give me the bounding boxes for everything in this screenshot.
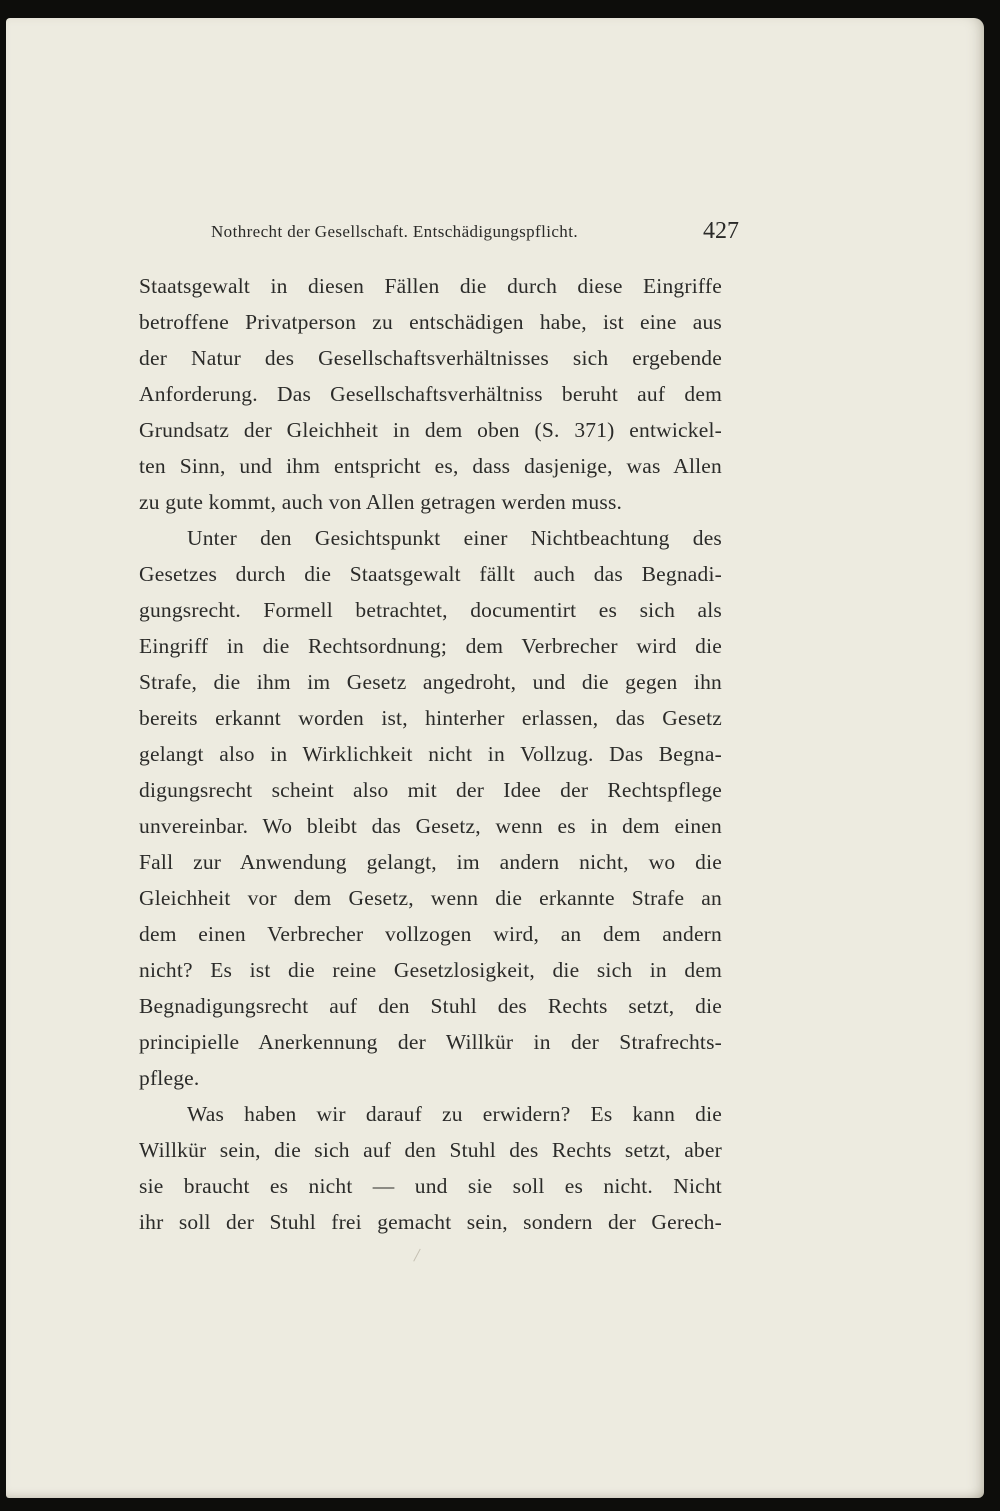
text-line: der Natur des Gesellschaftsverhältnisses sich ergebende [139, 346, 722, 370]
text-line: Fall zur Anwendung gelangt, im andern nicht, wo die [139, 850, 722, 874]
text-line: Staatsgewalt in diesen Fällen die durch diese Eingriffe [139, 274, 722, 298]
text-line: sie braucht es nicht — und sie soll es nicht. Nicht [139, 1174, 722, 1198]
text-line: Begnadigungsrecht auf den Stuhl des Rechts setzt, die [139, 994, 722, 1018]
running-head: Nothrecht der Gesellschaft. Entschädigungspflicht. [211, 222, 578, 241]
text-line: gungsrecht. Formell betrachtet, documentirt es sich als [139, 598, 722, 622]
paper-speck [413, 1249, 428, 1266]
text-line: Unter den Gesichtspunkt einer Nichtbeachtung des [187, 526, 722, 550]
text-line: digungsrecht scheint also mit der Idee der Rechtspflege [139, 778, 722, 802]
text-line: Eingriff in die Rechtsordnung; dem Verbrecher wird die [139, 634, 722, 658]
text-line: Grundsatz der Gleichheit in dem oben (S. 371) entwickel- [139, 418, 722, 442]
text-line: dem einen Verbrecher vollzogen wird, an dem andern [139, 922, 722, 946]
paragraph [139, 1096, 722, 1240]
paragraph [139, 268, 722, 520]
text-line: ihr soll der Stuhl frei gemacht sein, sondern der Gerech- [139, 1210, 722, 1234]
page-body-text [139, 268, 722, 1240]
page-header [211, 218, 739, 248]
text-line: nicht? Es ist die reine Gesetzlosigkeit, die sich in dem [139, 958, 722, 982]
text-line: Gleichheit vor dem Gesetz, wenn die erkannte Strafe an [139, 886, 722, 910]
text-line: unvereinbar. Wo bleibt das Gesetz, wenn es in dem einen [139, 814, 722, 838]
text-line: zu gute kommt, auch von Allen getragen werden muss. [139, 490, 623, 514]
text-line: pflege. [139, 1066, 200, 1090]
text-line: betroffene Privatperson zu entschädigen habe, ist eine aus [139, 310, 722, 334]
text-line: bereits erkannt worden ist, hinterher erlassen, das Gesetz [139, 706, 722, 730]
paragraph [139, 520, 722, 1096]
text-line: Willkür sein, die sich auf den Stuhl des Rechts setzt, aber [139, 1138, 722, 1162]
text-line: Anforderung. Das Gesellschaftsverhältniss beruht auf dem [139, 382, 722, 406]
book-page [6, 18, 984, 1498]
text-line: principielle Anerkennung der Willkür in der Strafrechts- [139, 1030, 722, 1054]
text-line: Strafe, die ihm im Gesetz angedroht, und die gegen ihn [139, 670, 722, 694]
text-line: Was haben wir darauf zu erwidern? Es kann die [187, 1102, 722, 1126]
page-number: 427 [703, 218, 739, 244]
text-line: Gesetzes durch die Staatsgewalt fällt auch das Begnadi- [139, 562, 722, 586]
text-line: gelangt also in Wirklichkeit nicht in Vollzug. Das Begna- [139, 742, 722, 766]
text-line: ten Sinn, und ihm entspricht es, dass dasjenige, was Allen [139, 454, 722, 478]
